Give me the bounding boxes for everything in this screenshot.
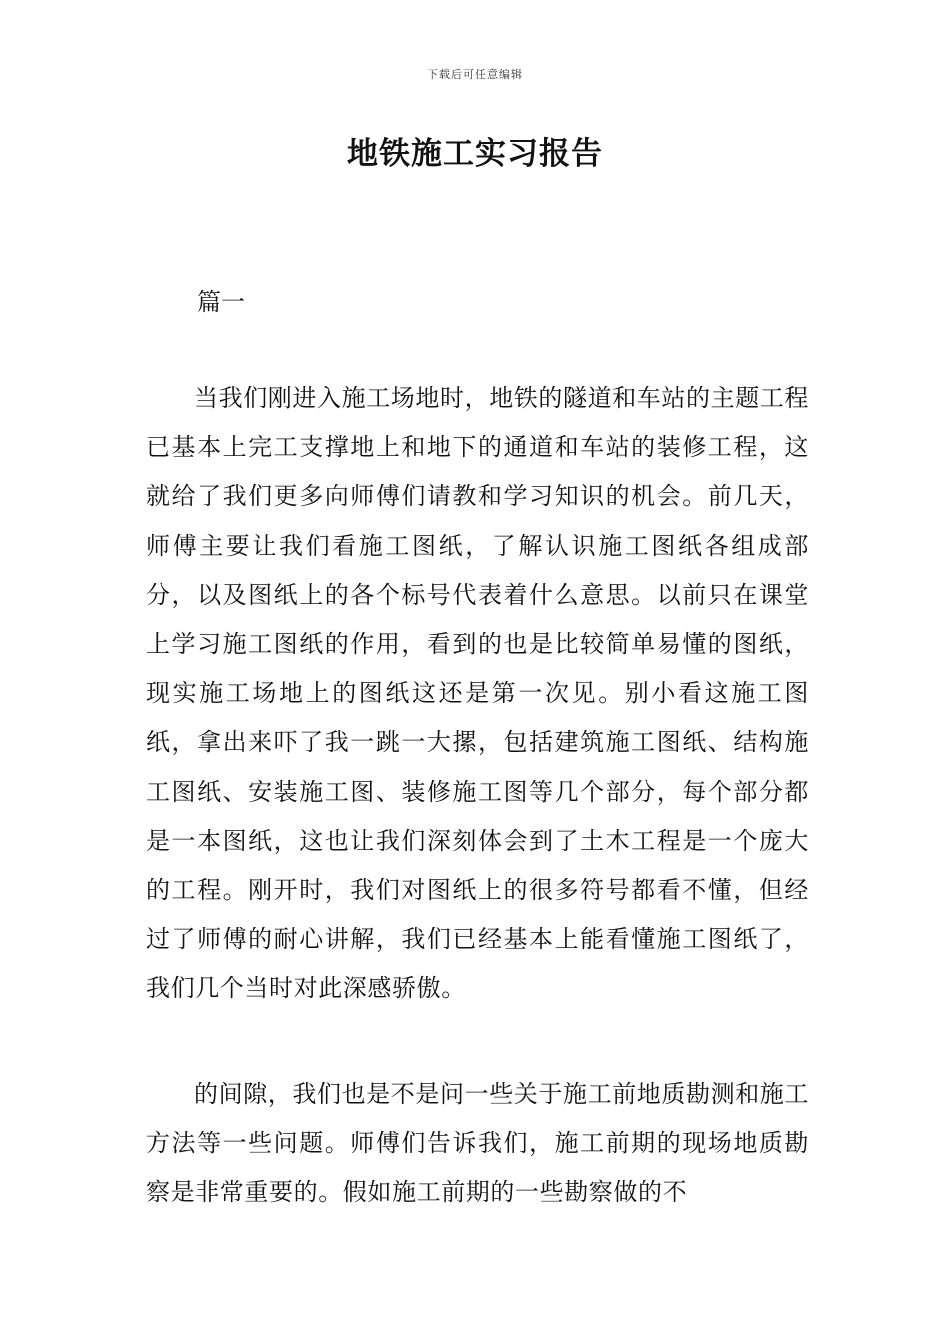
- document-title: 地铁施工实习报告: [347, 136, 603, 172]
- body-paragraph-1: 当我们刚进入施工场地时，地铁的隧道和车站的主题工程已基本上完工支撑地上和地下的通道和车站的装修工程，这就给了我们更多向师傅们请教和学习知识的机会。前几天，师傅主要让我们看施工图纸，了解认识施工图纸各组成部分，以及图纸上的各个标号代表着什么意思。以前只在课堂上学习施工图纸的作用，看到的也是比较简单易懂的图纸，现实施工场地上的图纸这还是第一次见。别小看这施工图纸，拿出来吓了我一跳一大摞，包括建筑施工图纸、结构施工图纸、安装施工图、装修施工图等几个部分，每个部分都是一本图纸，这也让我们深刻体会到了土木工程是一个庞大的工程。刚开时，我们对图纸上的很多符号都看不懂，但经过了师傅的耐心讲解，我们已经基本上能看懂施工图纸了，我们几个当时对此深感骄傲。: [146, 384, 809, 1003]
- section-label: 篇一: [197, 288, 245, 316]
- body-paragraph-2: 的间隙，我们也是不是问一些关于施工前地质勘测和施工方法等一些问题。师傅们告诉我们，施工前期的现场地质勘察是非常重要的。假如施工前期的一些勘察做的不: [146, 1080, 809, 1207]
- header-note: 下载后可任意编辑: [427, 68, 523, 81]
